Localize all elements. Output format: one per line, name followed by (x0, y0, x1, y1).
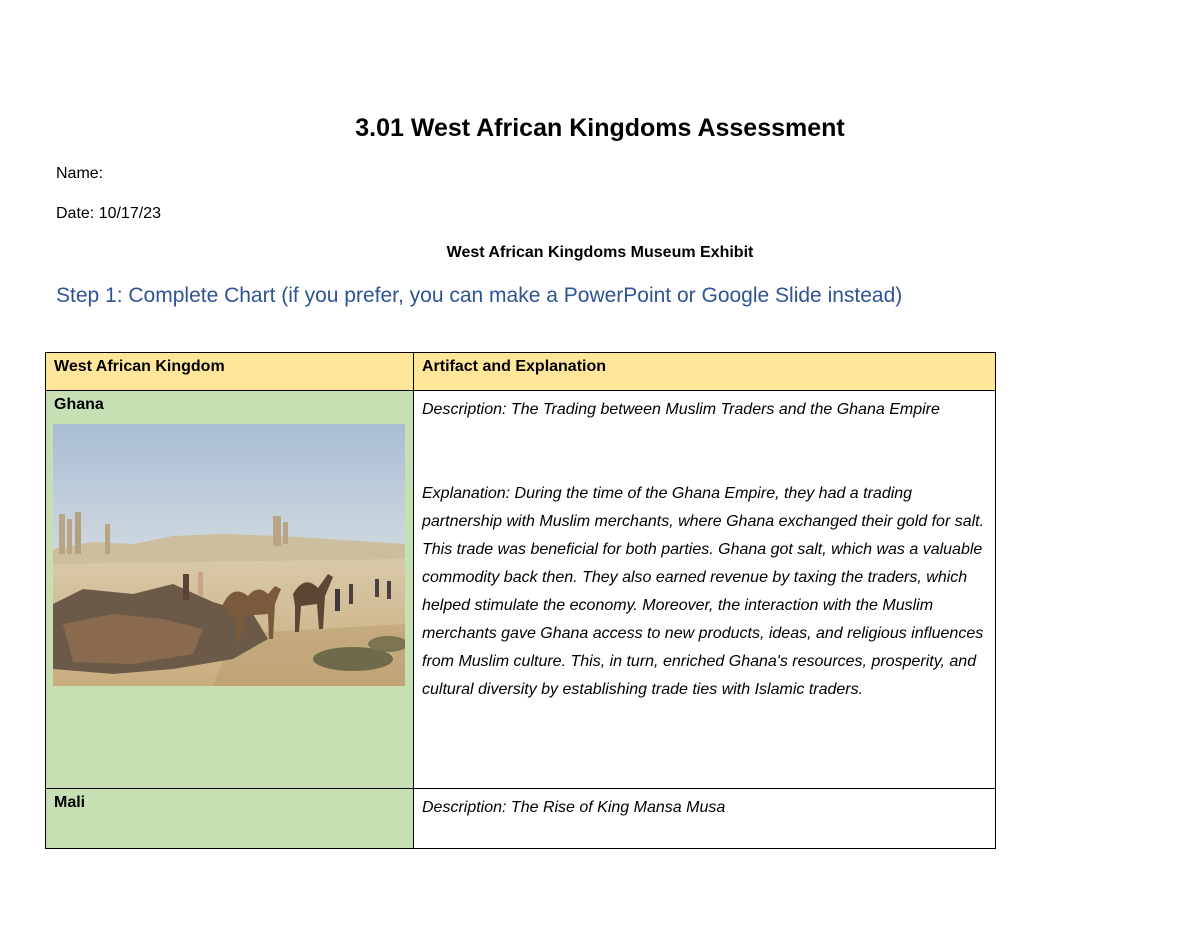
header-kingdom: West African Kingdom (46, 353, 414, 391)
header-artifact: Artifact and Explanation (414, 353, 996, 391)
exhibit-subtitle: West African Kingdoms Museum Exhibit (446, 244, 754, 261)
artifact-cell-ghana (414, 391, 996, 789)
table-header-row (46, 353, 996, 391)
artifact-cell-mali (414, 789, 996, 849)
kingdoms-table (45, 352, 996, 849)
table-row (46, 789, 996, 849)
date-label: Date: 10/17/23 (56, 205, 161, 222)
artifact-explanation: Explanation: During the time of the Ghana Empire, they had a trading partnership with Muslim merchants, where Ghana exchanged their gold for salt. This trade was beneficial for both parties. Ghana got salt, which was a valuable commodity back then. They also earned revenue by taxing the traders, which helped stimulate the economy. Moreover, the interaction with the Muslim merchants gave Ghana access to new products, ideas, and religious influences from Muslim culture. This, in turn, enriched Ghana's resources, prosperity, and cultural diversity by establishing trade ties with Islamic traders. (422, 485, 985, 698)
caravan-painting-image (53, 424, 405, 686)
artifact-description: Description: The Trading between Muslim Traders and the Ghana Empire (422, 401, 940, 418)
kingdom-name: Ghana (54, 396, 104, 413)
name-label: Name: (56, 165, 104, 182)
step-heading: Step 1: Complete Chart (if you prefer, you can make a PowerPoint or Google Slide instead) (56, 284, 903, 307)
kingdom-cell-mali (46, 789, 414, 849)
kingdom-cell-ghana (46, 391, 414, 789)
table-row (46, 391, 996, 789)
kingdom-name: Mali (54, 794, 86, 811)
document-title: 3.01 West African Kingdoms Assessment (355, 114, 845, 142)
artifact-description: Description: The Rise of King Mansa Musa (422, 799, 726, 816)
